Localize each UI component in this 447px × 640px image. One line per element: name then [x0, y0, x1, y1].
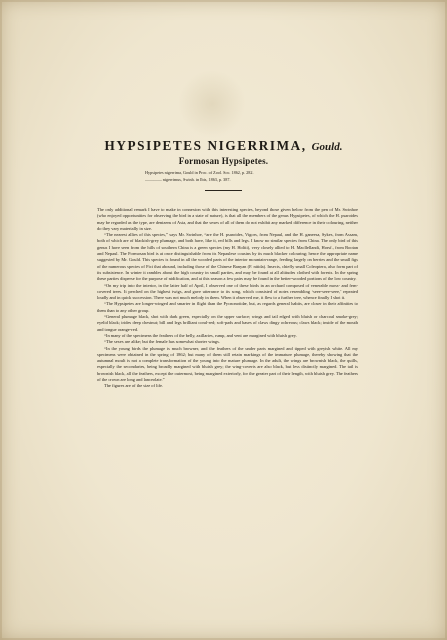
paragraph: “In the young birds the plumage is much browner, and the feathers of the under parts margined and tipped with greyish white. All my specimens were obtained in the spring of 1862; but many of them still retain markings of the immature plumage, thereby showing that the autumnal moult is not a complete transformation of the young into the mature plumage. In the adult, the wings are brownish black, the quills, especially the secondaries, being broadly margined with bluish grey; the wing-coverts are also black, but less distinctly margined. The tail is brownish black, all the feathers, except the outermost, being margined exteriorly, for the greater part of their length, with bluish grey. The feathers of the crown are long and lanceolate.” [97, 345, 358, 383]
text-body [97, 207, 358, 390]
paragraph: “The sexes are alike; but the female has somewhat shorter wings. [104, 339, 220, 345]
paragraph: “In many of the specimens the feathers of the belly, axillaries, rump, and vent are margined with bluish grey. [104, 332, 297, 338]
paragraph: “On my trip into the interior, in the latter half of April, I observed one of these birds in an orchard composed of venerable moss- and fern-covered trees. It perched on the highest twigs, and gave utterance to its song, which consisted of notes resembling ‘seee-seee-seee,’ repeated loudly and in quick succession. There was not much melody in them. When it observed me, it flew to a further tree, whence finally I shot it. [97, 282, 358, 301]
paragraph: “The nearest allies of this species,” says Mr. Swinhoe, “are the H. psaroides, Vigors, from Nepaul, and the H. ganeesa, Sykes, from Assam, both of which are of blackish-grey plumage, and both have, like it, red bills and legs. I know no similar species from China. The only bird of this genus I have seen from the hills of southern China is a green species (my H. Holtii), very closely allied to H. Macllellandi, Horsf., from Bootan and Nepaul. The Formosan bird is at once distinguishable from its Nepaulese cousins by its much blacker colouring; hence the appropriate name suggested by Mr. Gould. This species is found in all the wooded parts of the interior mountain-range, feeding largely on berries and the small figs of the numerous species of Fici that abound, including those of the Chinese Banyan (F. nitida). Insects, chiefly small Coleoptera, also form part of its subsistence. In winter it rambles about the high country in small parties, and may be found at all altitudes clothed with forests. In the spring these parties disperse for the purpose of nidification, and at this season a few pairs may be found in the better-wooded portions of the low country. [97, 232, 358, 282]
divider-rule [205, 190, 242, 191]
paragraph: “The Hypsipetes are longer-winged and smarter in flight than the Pycnonotidæ, but, as regards general habits, are closer in their affinities to them than to any other group. [97, 301, 358, 313]
synonymy-line: Hypsipetes nigerrima, Gould in Proc. of Zool. Soc. 1862, p. 282. [145, 170, 254, 175]
plate-title [0, 138, 447, 154]
synonymy-block [145, 170, 345, 183]
paragraph: The only additional remark I have to make in connexion with this interesting species, beyond those given below from the pen of Mr. Swinhoe (who enjoyed opportunities for observing the bird in a state of nature), is that all the members of the genus Hypsipetes, of which the H. psaroides may be regarded as the type, are denizens of Asia, and that the sexes of all of them do not exhibit any marked difference in their colouring, neither do they vary materially in size. [97, 207, 358, 231]
synonymy-line: ———— nigerrimus, Swinh. in Ibis, 1863, p. 387. [145, 176, 231, 182]
paper-watermark [178, 70, 246, 138]
species-authority: Gould. [311, 141, 343, 153]
paragraph: “General plumage black, shot with dark green, especially on the upper surface; wings and tail edged with bluish or charcoal smoke-grey; eyelid black; irides deep chestnut; bill and legs brilliant coral-red; soft-pads and bases of claws dingy ochreous; claws black; inside of the mouth and tongue orange-red. [97, 314, 358, 332]
paragraph: The figures are of the size of life. [104, 383, 164, 389]
species-name: HYPSIPETES NIGERRIMA, [104, 138, 307, 153]
common-name: Formosan Hypsipetes. [178, 156, 269, 166]
